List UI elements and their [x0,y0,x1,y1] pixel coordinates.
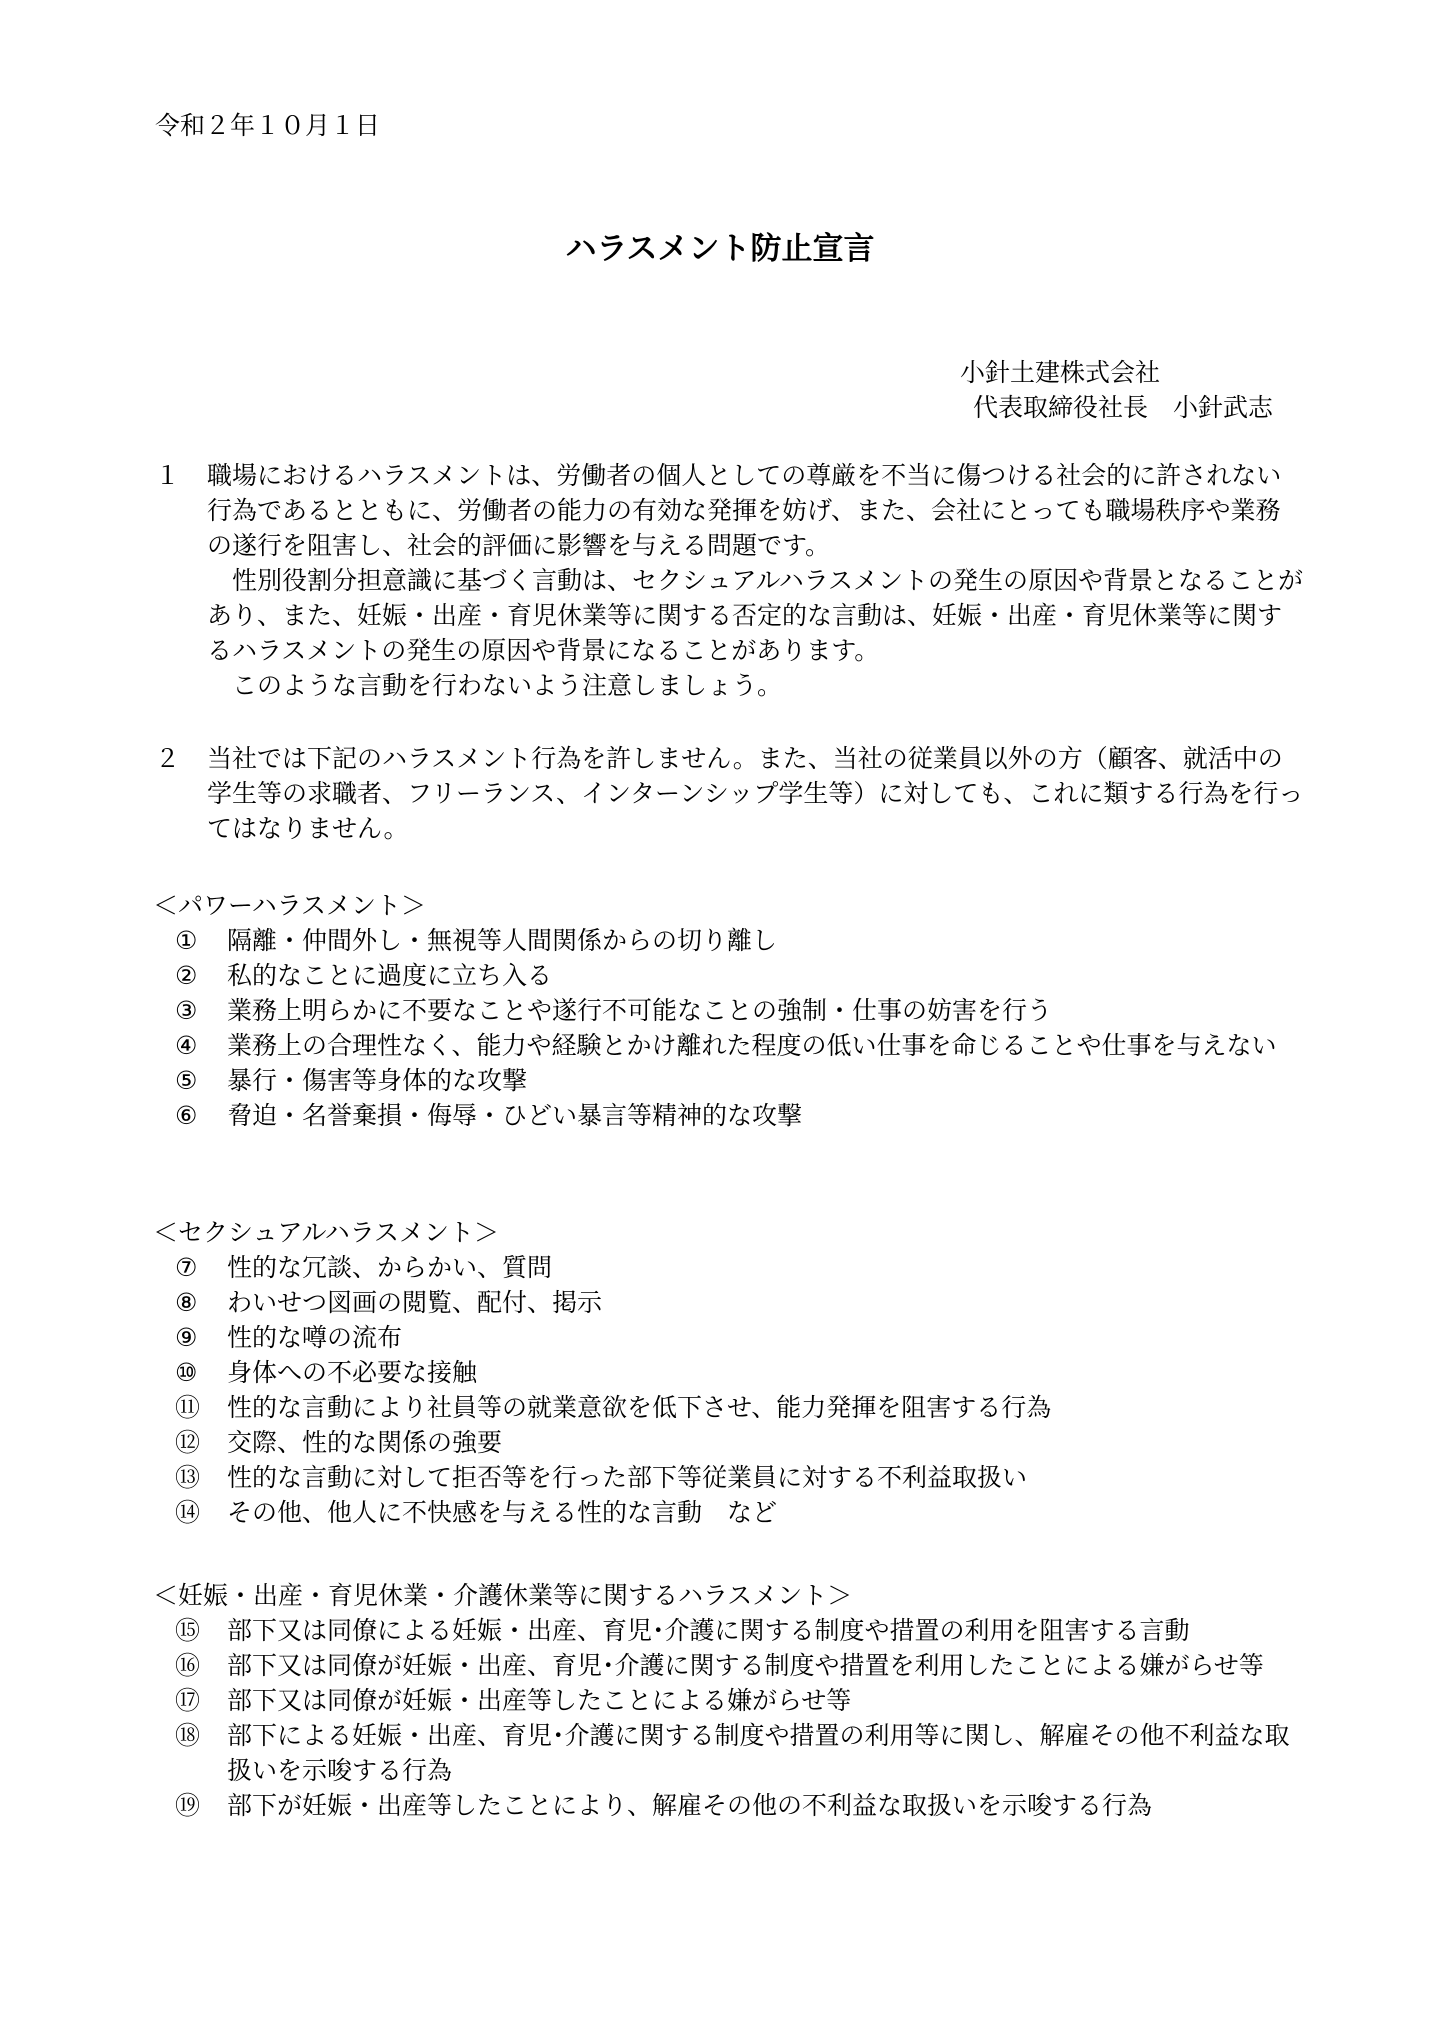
section-1-para-2: 性別役割分担意識に基づく言動は、セクシュアルハラスメントの発生の原因や背景となることがあり、また、妊娠・出産・育児休業等に関する否定的な言動は、妊娠・出産・育児休業等に関するハラスメントの発生の原因や背景になることがあります。 [207,566,1304,665]
item-mark: ⑧ [175,1288,198,1317]
issuer-block [905,355,1325,425]
section-1 [155,458,1305,703]
section-2-text: 当社では下記のハラスメント行為を許しません。また、当社の従業員以外の方（顧客、就活中の学生等の求職者、フリーランス、インターンシップ学生等）に対しても、これに類する行為を行ってはなりません。 [207,744,1304,843]
section-1-para-1: 職場におけるハラスメントは、労働者の個人としての尊厳を不当に傷つける社会的に許されない行為であるとともに、労働者の能力の有効な発揮を妨げ、また、会社にとっても職場秩序や業務の遂行を阻害し、社会的評価に影響を与える問題です。 [207,461,1282,560]
item-mark: ④ [175,1031,198,1060]
item-mark: ⑪ [175,1393,201,1422]
section-2-number: ２ [155,744,181,773]
item-text: 身体への不必要な接触 [227,1358,478,1387]
item-mark: ⑭ [175,1498,201,1527]
maternity-harassment-list [155,1578,1305,1823]
item-mark: ⑰ [175,1686,201,1715]
item-text: 暴行・傷害等身体的な攻撃 [227,1066,528,1095]
item-mark: ⑨ [175,1323,198,1352]
item-text: その他、他人に不快感を与える性的な言動 など [227,1498,778,1527]
item-text: 性的な噂の流布 [227,1323,403,1352]
list-item [175,1648,1305,1683]
item-mark: ① [175,926,198,955]
list-item [175,1390,1305,1425]
document-title: ハラスメント防止宣言 [565,231,875,267]
item-text: 交際、性的な関係の強要 [227,1428,503,1457]
item-mark: ⑯ [175,1651,201,1680]
list-item [175,1718,1305,1788]
list-item [175,1788,1305,1823]
power-harassment-heading: ＜パワーハラスメント＞ [153,891,427,920]
item-text: 業務上明らかに不要なことや遂行不可能なことの強制・仕事の妨害を行う [227,996,1053,1025]
item-mark: ⑥ [175,1101,198,1130]
item-mark: ⑩ [175,1358,198,1387]
item-text: 部下又は同僚による妊娠・出産、育児･介護に関する制度や措置の利用を阻害する言動 [227,1616,1190,1645]
maternity-harassment-heading: ＜妊娠・出産・育児休業・介護休業等に関するハラスメント＞ [153,1581,853,1610]
list-item [175,1063,1305,1098]
item-mark: ② [175,961,198,990]
item-text: 性的な言動に対して拒否等を行った部下等従業員に対する不利益取扱い [227,1463,1028,1492]
item-mark: ⑫ [175,1428,201,1457]
list-item [175,1460,1305,1495]
item-mark: ⑲ [175,1791,201,1820]
list-item [175,1250,1305,1285]
list-item [175,958,1305,993]
item-text: 脅迫・名誉棄損・侮辱・ひどい暴言等精神的な攻撃 [227,1101,803,1130]
item-text: 部下が妊娠・出産等したことにより、解雇その他の不利益な取扱いを示唆する行為 [227,1791,1153,1820]
list-item [175,1320,1305,1355]
section-1-number: １ [155,461,181,490]
item-mark: ⑬ [175,1463,201,1492]
section-1-para-3: このような言動を行わないよう注意しましょう。 [232,671,783,700]
list-item [175,1285,1305,1320]
section-2 [155,741,1305,846]
sexual-harassment-list [155,1215,1305,1530]
item-text: 部下又は同僚が妊娠・出産、育児･介護に関する制度や措置を利用したことによる嫌がらせ等 [227,1651,1264,1680]
list-item [175,1613,1305,1648]
list-item [175,1683,1305,1718]
item-mark: ⑱ [175,1721,201,1750]
item-mark: ③ [175,996,198,1025]
item-text: 隔離・仲間外し・無視等人間関係からの切り離し [227,926,778,955]
item-text: 性的な冗談、からかい、質問 [227,1253,553,1282]
list-item [175,1425,1305,1460]
document-date: 令和２年１０月１日 [155,111,381,140]
item-text: 性的な言動により社員等の就業意欲を低下させ、能力発揮を阻害する行為 [227,1393,1052,1422]
list-item [175,923,1305,958]
item-mark: ⑮ [175,1616,201,1645]
item-text: 部下による妊娠・出産、育児･介護に関する制度や措置の利用等に関し、解雇その他不利益な取扱いを示唆する行為 [227,1721,1290,1785]
item-text: 業務上の合理性なく、能力や経験とかけ離れた程度の低い仕事を命じることや仕事を与えない [227,1031,1277,1060]
item-text: 私的なことに過度に立ち入る [227,961,553,990]
list-item [175,993,1305,1028]
item-text: 部下又は同僚が妊娠・出産等したことによる嫌がらせ等 [227,1686,852,1715]
item-mark: ⑤ [175,1066,198,1095]
company-name: 小針土建株式会社 [960,358,1161,387]
sexual-harassment-heading: ＜セクシュアルハラスメント＞ [153,1218,500,1247]
item-mark: ⑦ [175,1253,198,1282]
item-text: わいせつ図画の閲覧、配付、掲示 [227,1288,603,1317]
power-harassment-list [155,888,1305,1133]
representative-name: 代表取締役社長 小針武志 [973,393,1274,422]
list-item [175,1098,1305,1133]
list-item [175,1028,1305,1063]
list-item [175,1355,1305,1390]
list-item [175,1495,1305,1530]
